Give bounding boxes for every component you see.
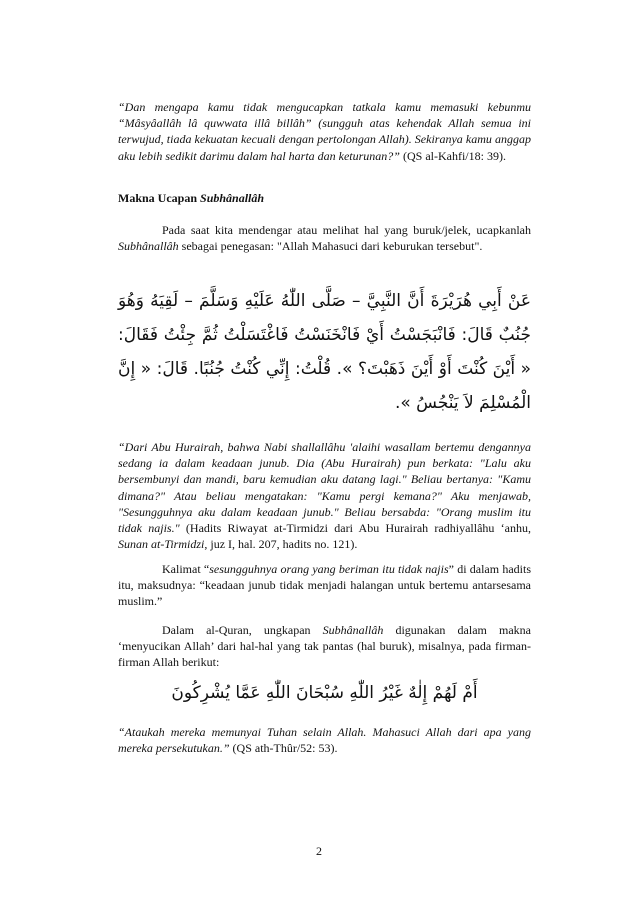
- quran-term: Subhânallâh: [322, 623, 384, 637]
- kahfi-translation: [118, 99, 531, 164]
- hadith-quote: “Dari Abu Hurairah, bahwa Nabi shallallâhu 'alaihi wasallam bertemu dengannya sedang ia dalam keadaan junub. Dia (Abu Hurairah) pun berkata: "Lalu aku bersembunyi dan mandi, baru kemudian aku datang lagi." Beliau bertanya: "Kamu dimana?" Atau beliau mengatakan: "Kamu pergi kemana?" Aku menjawab, "Sesungguhnya aku dalam keadaan junub." Beliau bersabda: "Orang muslim itu tidak najis.": [118, 440, 531, 536]
- hadith-ref-b: , juz I, hal. 207, hadits no. 121).: [204, 537, 358, 552]
- intro-text-a: Pada saat kita mendengar atau melihat hal yang buruk/jelek, ucapkanlah: [162, 223, 531, 237]
- explanation-text-b: ” di dalam hadits itu, maksudnya: “keadaan junub tidak menjadi halangan untuk bertemu antarsesama muslim.”: [118, 562, 531, 609]
- intro-text-b: sebagai penegasan: "Allah Mahasuci dari keburukan tersebut".: [178, 239, 483, 254]
- heading-term: Subhânallâh: [200, 191, 265, 205]
- verse-translation: [118, 724, 531, 756]
- explanation-paragraph: [118, 561, 531, 610]
- verse-reference: (QS ath-Thûr/52: 53).: [229, 741, 338, 756]
- explanation-text-a: Kalimat “: [162, 562, 210, 576]
- page-number: 2: [316, 844, 322, 858]
- kahfi-quote: “Dan mengapa kamu tidak mengucapkan tatkala kamu memasuki kebunmu “Mâsyâallâh lâ quwwata illâ billâh” (sungguh atas kehendak Allah semua ini terwujud, tiada kekuatan kecuali dengan pertolongan Allah). Sekiranya kamu anggap aku lebih sedikit darimu dalam hal harta dan keturunan?”: [118, 100, 531, 163]
- hadith-translation: [118, 439, 531, 552]
- verse-quote: “Ataukah mereka memunyai Tuhan selain Allah. Mahasuci Allah dari apa yang mereka persekutukan.”: [118, 725, 531, 756]
- hadith-arabic: عَنْ أَبِي هُرَيْرَةَ أَنَّ النَّبِيَّ – صَلَّى اللّٰهُ عَلَيْهِ وَسَلَّمَ – لَقِيَهُ وَهُوَ جُنُبٌ قَالَ: فَانْبَجَسْتُ أَيْ فَانْخَنَسْتُ فَاغْتَسَلْتُ ثُمَّ جِئْتُ فَقَالَ: « أَيْنَ كُنْتَ أَوْ أَيْنَ ذَهَبْتَ؟ ». قُلْتُ: إِنِّي كُنْتُ جُنُبًا. قَالَ: « إِنَّ الْمُسْلِمَ لاَ يَنْجُسُ ».: [118, 291, 531, 413]
- kahfi-reference: (QS al-Kahfi/18: 39).: [399, 148, 506, 163]
- hadith-ref-book: Sunan at-Tirmidzi: [118, 537, 205, 552]
- quran-text-a: Dalam al-Quran, ungkapan: [162, 623, 323, 637]
- quran-paragraph: [118, 622, 531, 671]
- hadith-ref-a: (Hadits Riwayat at-Tirmidzi dari Abu Hurairah radhiyallâhu ‘anhu,: [179, 521, 531, 536]
- intro-paragraph: [118, 222, 531, 254]
- quran-text-b: digunakan dalam makna ‘menyucikan Allah’ dari hal-hal yang tak pantas (hal buruk), misalnya, pada firman-firman Allah berikut:: [118, 623, 531, 670]
- explanation-term: sesungguhnya orang yang beriman itu tidak najis: [209, 562, 449, 576]
- intro-term: Subhânallâh: [118, 239, 179, 254]
- heading-prefix: Makna Ucapan: [118, 191, 201, 205]
- section-heading: [118, 190, 531, 206]
- verse-arabic: أَمْ لَهُمْ إِلٰهٌ غَيْرُ اللّٰهِ سُبْحَانَ اللّٰهِ عَمَّا يُشْرِكُونَ: [171, 683, 478, 703]
